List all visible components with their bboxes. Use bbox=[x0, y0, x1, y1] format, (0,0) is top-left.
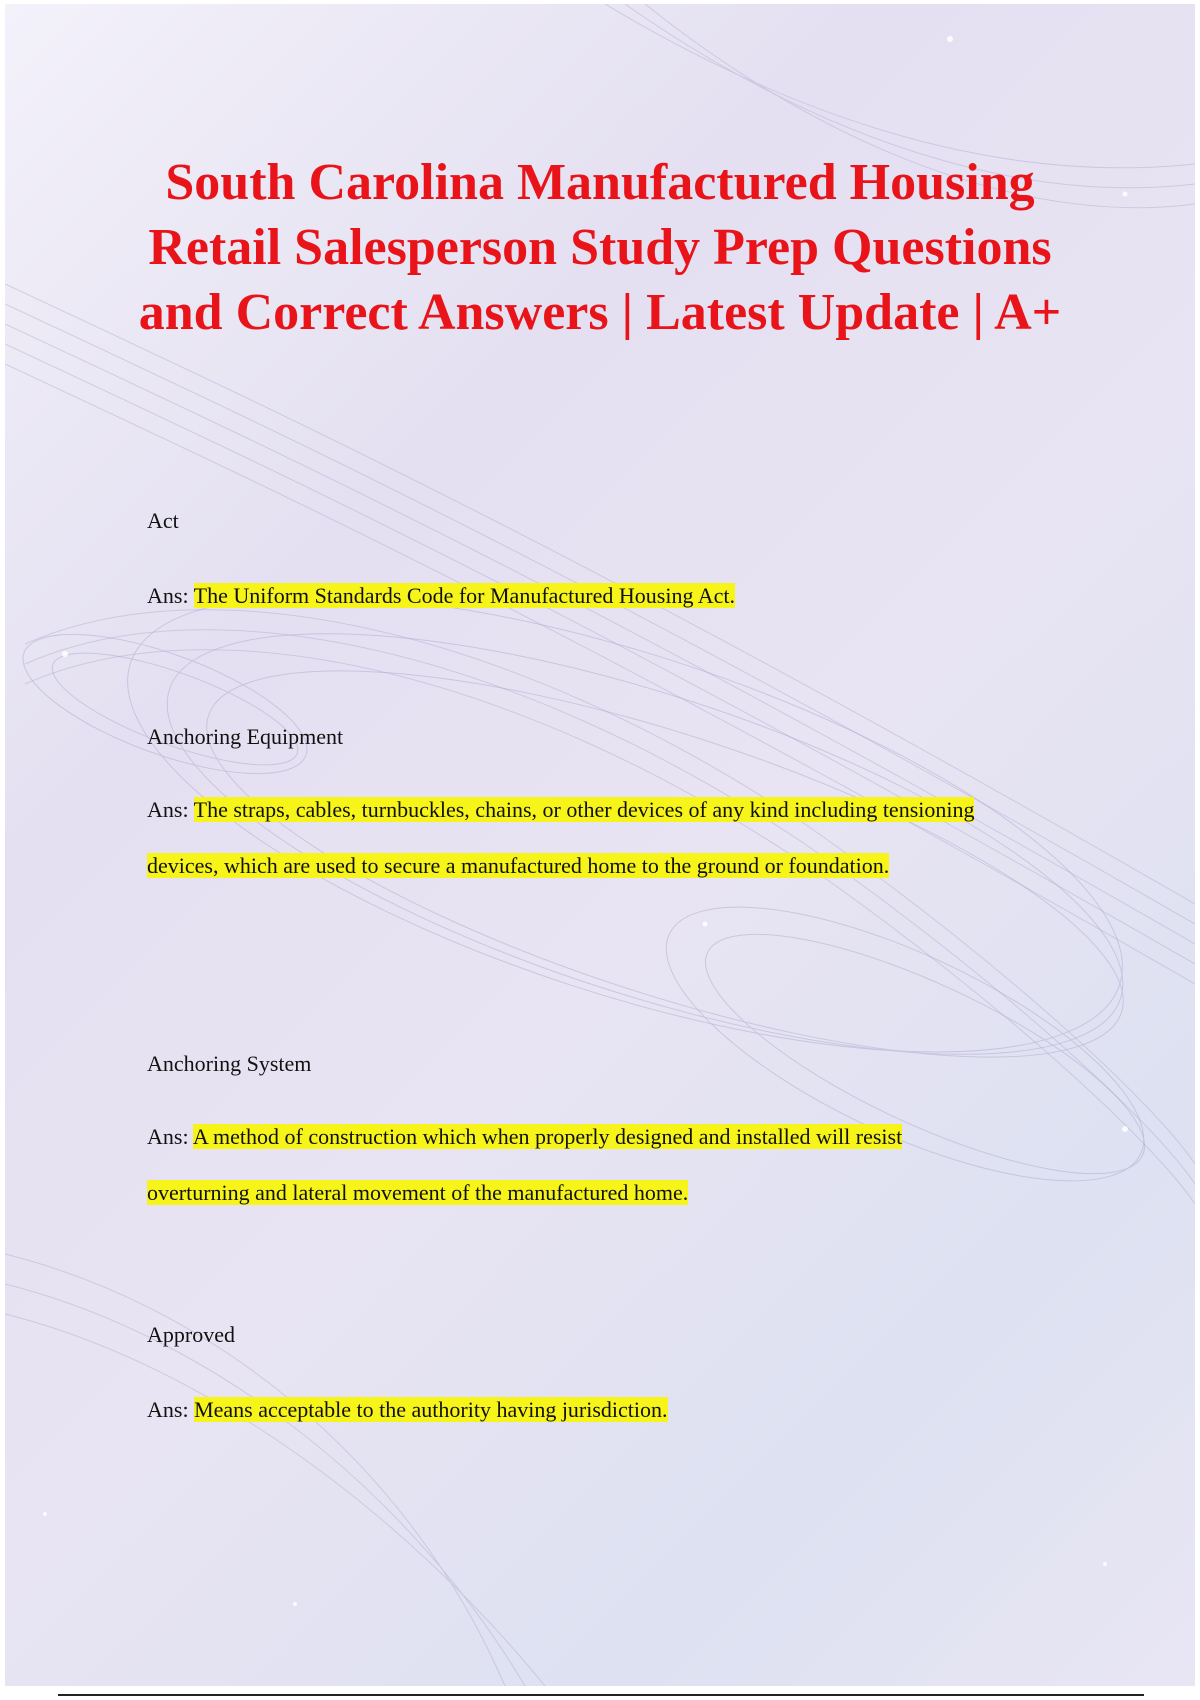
answer-highlight: A method of construction which when properly designed and installed will resist overturning and lateral movement of the manufactured home. bbox=[147, 1124, 903, 1205]
document-content bbox=[5, 4, 1195, 1686]
term-anchoring-equipment: Anchoring Equipment bbox=[147, 724, 344, 749]
term-act: Act bbox=[147, 508, 179, 533]
term-anchoring-system: Anchoring System bbox=[147, 1051, 312, 1076]
term-approved: Approved bbox=[147, 1322, 235, 1347]
answer-prefix: Ans: bbox=[147, 583, 194, 608]
answer-prefix: Ans: bbox=[147, 797, 194, 822]
answer-anchoring-equipment bbox=[147, 782, 1007, 894]
answer-prefix: Ans: bbox=[147, 1397, 195, 1422]
document-page bbox=[5, 4, 1195, 1686]
answer-approved bbox=[147, 1382, 1007, 1438]
answer-anchoring-system bbox=[147, 1109, 1007, 1221]
bottom-rule bbox=[58, 1694, 1144, 1696]
answer-prefix: Ans: bbox=[147, 1124, 193, 1149]
answer-highlight: Means acceptable to the authority having jurisdiction. bbox=[194, 1397, 668, 1422]
document-title: South Carolina Manufactured Housing Retail Salesperson Study Prep Questions and Correct Answers | Latest Update | A+ bbox=[138, 154, 1062, 341]
answer-act bbox=[147, 568, 1007, 624]
answer-highlight: The straps, cables, turnbuckles, chains, or other devices of any kind including tensioning devices, which are used to secure a manufactured home to the ground or foundation. bbox=[147, 797, 975, 878]
answer-highlight: The Uniform Standards Code for Manufactured Housing Act. bbox=[193, 583, 735, 608]
